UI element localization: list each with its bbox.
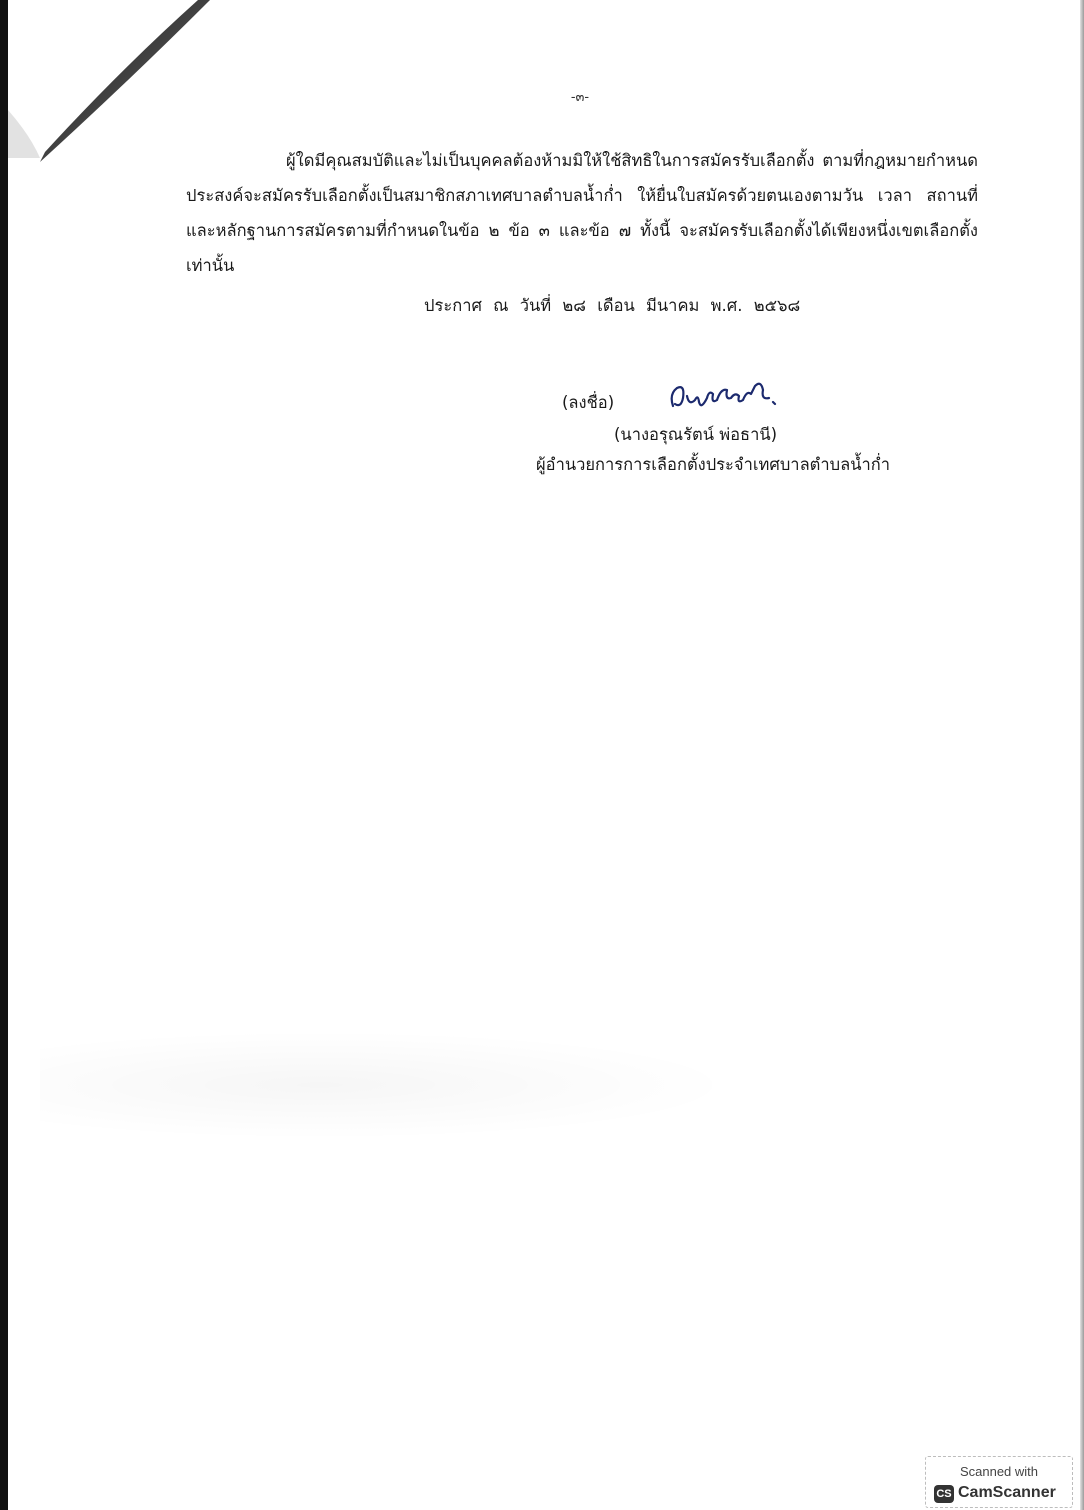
body-paragraph (186, 143, 978, 283)
announcement-date: ประกาศ ณ วันที่ ๒๘ เดือน มีนาคม พ.ศ. ๒๕๖๘ (424, 296, 801, 315)
scan-left-border (0, 0, 8, 1510)
signer-name: (นางอรุณรัตน์ พ่อธานี) (614, 425, 778, 444)
camscanner-watermark (925, 1456, 1073, 1508)
watermark-brand-text: CamScanner (958, 1484, 1056, 1501)
watermark-top-text: Scanned with (959, 1464, 1039, 1479)
signer-title: ผู้อำนวยการการเลือกตั้งประจำเทศบาลตำบลน้ำก่ำ (536, 455, 891, 474)
scan-bleed-through (40, 1030, 740, 1140)
scan-right-border (1080, 0, 1084, 1510)
handwritten-signature (665, 376, 785, 416)
page-number: -๓- (570, 90, 590, 105)
camscanner-logo-icon: CS (934, 1485, 954, 1503)
sign-label: (ลงชื่อ) (562, 393, 615, 412)
body-paragraph-text: ผู้ใดมีคุณสมบัติและไม่เป็นบุคคลต้องห้ามมิให้ใช้สิทธิในการสมัครรับเลือกตั้ง ตามที่กฎหมายกำหนด ประสงค์จะสมัครรับเลือกตั้งเป็นสมาชิกสภาเทศบาลตำบลน้ำก่ำ ให้ยื่นใบสมัครด้วยตนเองตามวัน เวลา สถานที่ และหลักฐานการสมัครตามที่กำหนดในข้อ ๒ ข้อ ๓ และข้อ ๗ ทั้งนี้ จะสมัครรับเลือกตั้งได้เพียงหนึ่งเขตเลือกตั้งเท่านั้น (186, 151, 978, 275)
